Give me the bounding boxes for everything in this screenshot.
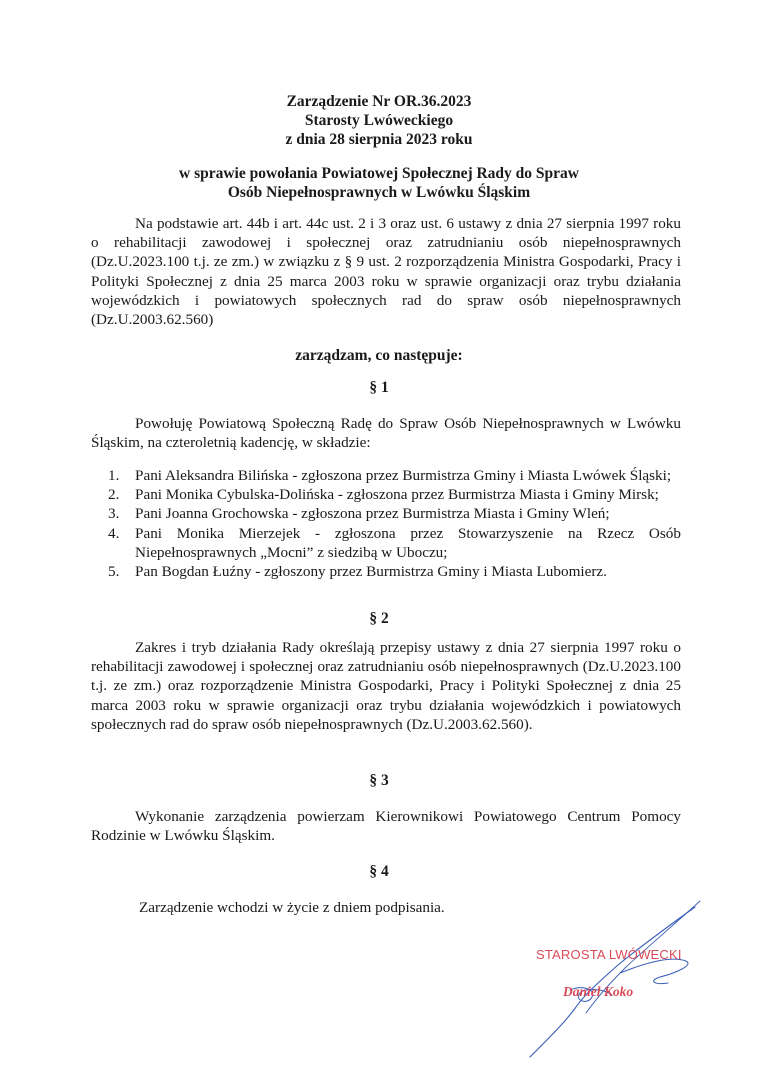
- list-item: [108, 466, 681, 485]
- list-item: [108, 524, 681, 562]
- preamble: Na podstawie art. 44b i art. 44c ust. 2 i 3 oraz ust. 6 ustawy z dnia 27 sierpnia 1997 roku o rehabilitacji zawodowej i społecznej oraz zatrudnianiu osób niepełnosprawnych (Dz.U.2023.100 t.j. ze zm.) w związku z § 9 ust. 2 rozporządzenia Ministra Gospodarki, Pracy i Polityki Społecznej z dnia 25 marca 2003 roku w sprawie organizacji oraz trybu działania wojewódzkich i powiatowych społecznych rad do spraw osób niepełnosprawnych (Dz.U.2003.62.560): [91, 215, 681, 329]
- list-item-text: Pan Bogdan Łuźny - zgłoszony przez Burmistrza Gminy i Miasta Lubomierz.: [135, 563, 607, 581]
- list-item: [108, 562, 681, 581]
- section-3-mark: § 3: [369, 772, 389, 789]
- document-header: [0, 92, 758, 149]
- decree-statement: zarządzam, co następuje:: [295, 347, 463, 364]
- section-4-mark: § 4: [369, 863, 389, 880]
- section-2-mark: § 2: [369, 610, 389, 627]
- handwritten-signature: [500, 895, 710, 1065]
- section-4-text: Zarządzenie wchodzi w życie z dniem podpisania.: [139, 899, 445, 916]
- section-1-text: Powołuję Powiatową Społeczną Radę do Spraw Osób Niepełnosprawnych w Lwówku Śląskim, na czteroletnią kadencję, w składzie:: [91, 415, 681, 452]
- list-item-text: Pani Monika Cybulska-Dolińska - zgłoszona przez Burmistrza Miasta i Gminy Mirsk;: [135, 486, 659, 504]
- section-1-mark: § 1: [369, 379, 389, 396]
- subject-line-2: Osób Niepełnosprawnych w Lwówku Śląskim: [227, 184, 531, 201]
- list-item-number: 2.: [108, 486, 120, 504]
- list-item-text: Pani Aleksandra Bilińska - zgłoszona przez Burmistrza Gminy i Miasta Lwówek Śląski;: [135, 467, 672, 484]
- list-item: [108, 504, 681, 523]
- header-issuer: Starosty Lwóweckiego: [304, 112, 454, 129]
- list-item-number: 4.: [108, 524, 120, 542]
- header-title: Zarządzenie Nr OR.36.2023: [286, 93, 472, 110]
- list-item-text: Pani Monika Mierzejek - zgłoszona przez Stowarzyszenie na Rzecz Osób Niepełnosprawnych „Mocni” z siedzibą w Uboczu;: [135, 524, 681, 561]
- official-stamp-name: Daniel Koko: [563, 984, 634, 999]
- list-item-text: Pani Joanna Grochowska - zgłoszona przez Burmistrza Miasta i Gminy Wleń;: [135, 505, 610, 523]
- document-subject: [0, 164, 758, 202]
- council-members-list: [108, 466, 681, 581]
- header-date: z dnia 28 sierpnia 2023 roku: [285, 131, 473, 148]
- official-stamp-title: STAROSTA LWÓWECKI: [536, 947, 682, 962]
- signature-stroke: [530, 907, 695, 1057]
- subject-line-1: w sprawie powołania Powiatowej Społecznej Rady do Spraw: [179, 165, 579, 182]
- section-2-text: Zakres i tryb działania Rady określają przepisy ustawy z dnia 27 sierpnia 1997 roku o rehabilitacji zawodowej i społecznej oraz zatrudnianiu osób niepełnosprawnych (Dz.U.2023.100 t.j. ze zm.) oraz rozporządzenie Ministra Gospodarki, Pracy i Polityki Społecznej z dnia 25 marca 2003 roku w sprawie organizacji oraz trybu działania wojewódzkich i powiatowych społecznych rad do spraw osób niepełnosprawnych (Dz.U.2003.62.560).: [91, 639, 681, 733]
- section-3-text: Wykonanie zarządzenia powierzam Kierownikowi Powiatowego Centrum Pomocy Rodzinie w Lwówku Śląskim.: [91, 808, 681, 845]
- list-item-number: 5.: [108, 563, 120, 581]
- list-item-number: 3.: [108, 505, 120, 523]
- list-item: [108, 485, 681, 504]
- list-item-number: 1.: [108, 467, 120, 484]
